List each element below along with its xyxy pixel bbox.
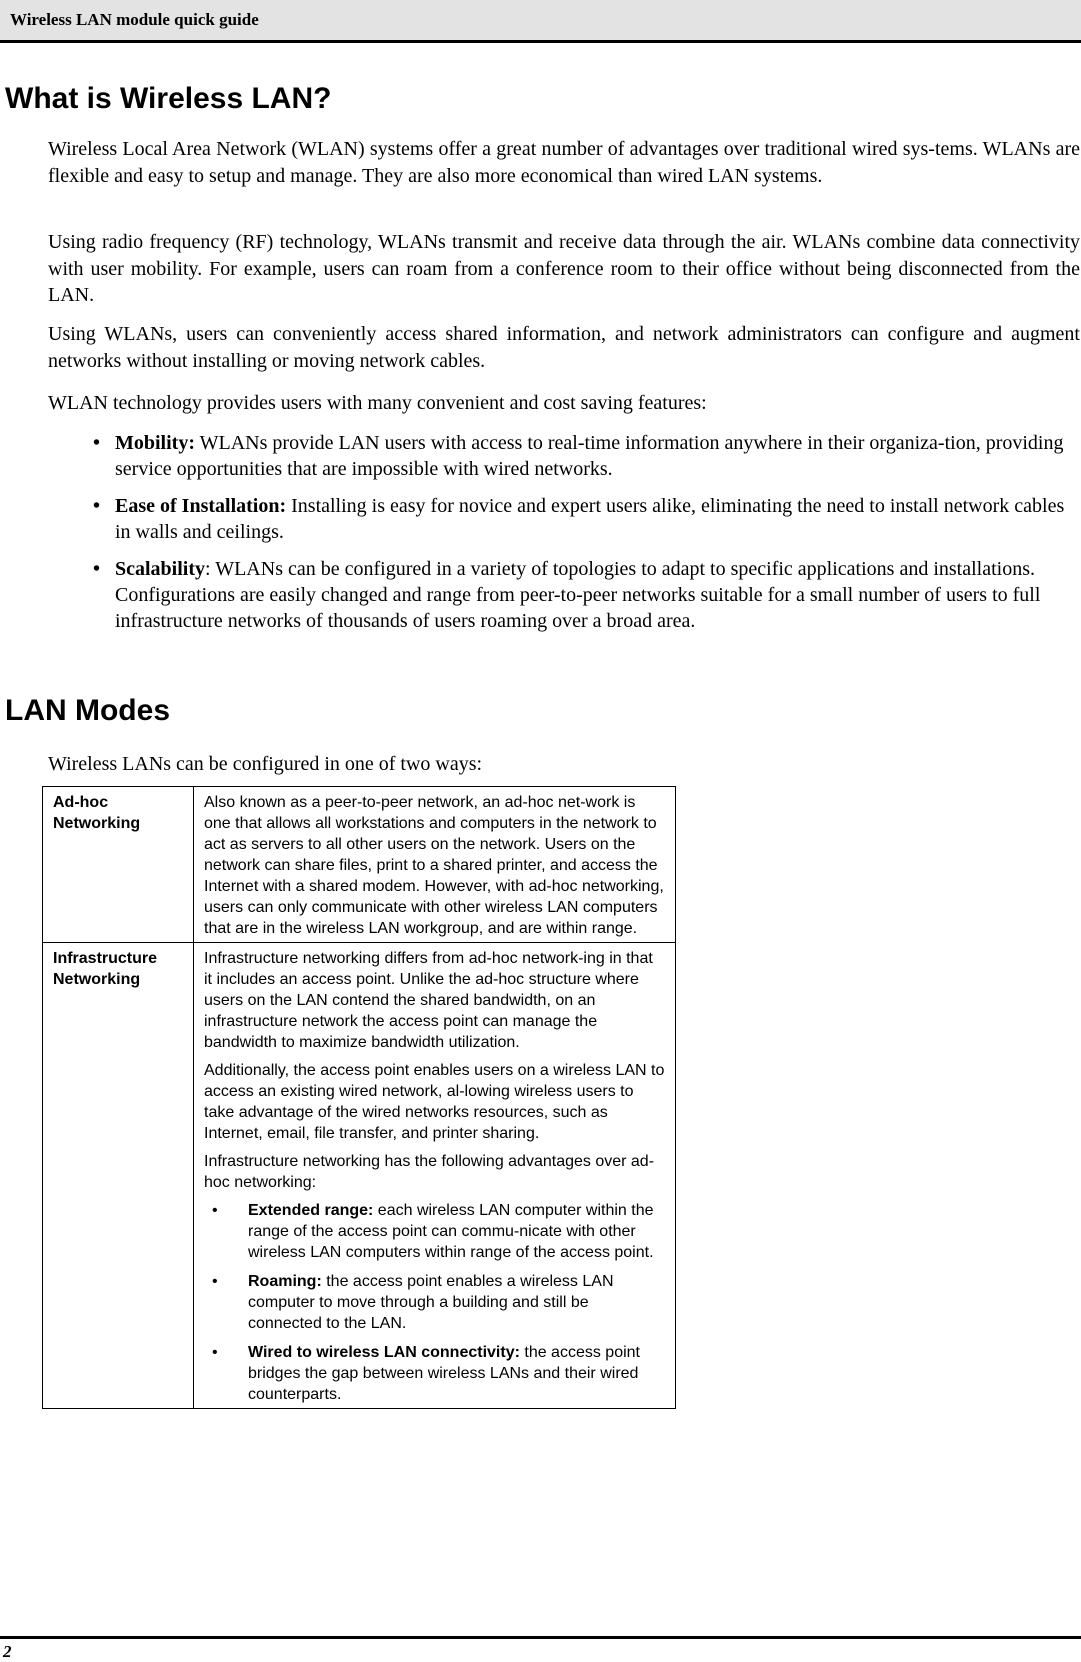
- section-heading-what-is-wlan: What is Wireless LAN?: [5, 82, 332, 115]
- advantage-text: the access point bridges the gap between wireless LANs and their wired counterparts.: [248, 1344, 640, 1403]
- advantage-term: Extended range:: [248, 1202, 374, 1219]
- advantage-term: Wired to wireless LAN connectivity:: [248, 1344, 520, 1361]
- infrastructure-paragraph: Infrastructure networking has the following advantages over ad-hoc networking:: [204, 1153, 655, 1191]
- feature-term: Ease of Installation:: [115, 495, 287, 517]
- list-item: [204, 1342, 665, 1405]
- header-title: Wireless LAN module quick guide: [10, 10, 259, 29]
- description-adhoc: Also known as a peer-to-peer network, an ad-hoc net-work is one that allows all workstations and computers in the network to act as servers to all other users on the network. Users on the network can share files, print to a shared printer, and access the Internet with a shared modem. However, with ad-hoc networking, users can only communicate with other wireless LAN computers that are in the wireless LAN workgroup, and are within range.: [194, 787, 676, 943]
- bullet-icon: •: [93, 495, 101, 517]
- bullet-icon: •: [212, 1202, 218, 1219]
- footer-divider: [0, 1636, 1081, 1639]
- paragraph-rf: Using radio frequency (RF) technology, WLANs transmit and receive data through the air. WLANs combine data connectivity with user mobility. For example, users can roam from a conference room to their office without being disconnected from the LAN.: [48, 231, 1080, 306]
- table-row: [43, 943, 676, 1409]
- lan-modes-table: [42, 786, 676, 1409]
- list-item: [48, 493, 1068, 545]
- bullet-icon: •: [212, 1344, 218, 1361]
- advantages-list: [204, 1200, 665, 1405]
- paragraph-features-lead: WLAN technology provides users with many convenient and cost saving features:: [48, 392, 707, 414]
- paragraph-shared-access: Using WLANs, users can conveniently access shared information, and network administrators can configure and augment networks without installing or moving network cables.: [48, 323, 1080, 372]
- infrastructure-paragraph: Additionally, the access point enables users on a wireless LAN to access an existing wired network, al-lowing wireless users to take advantage of the wired networks resources, such as Internet, email, file transfer, and printer sharing.: [204, 1062, 665, 1142]
- bullet-icon: •: [93, 558, 101, 580]
- description-infrastructure: [194, 943, 676, 1409]
- features-list: [48, 430, 1068, 645]
- feature-text: Installing is easy for novice and expert users alike, eliminating the need to install network cables in walls and ceilings.: [115, 495, 1065, 543]
- paragraph-intro: Wireless Local Area Network (WLAN) systems offer a great number of advantages over traditional wired sys-tems. WLANs are flexible and easy to setup and manage. They are also more economical than wired LAN systems.: [48, 138, 1080, 187]
- feature-term: Scalability: [115, 558, 206, 580]
- advantage-text: the access point enables a wireless LAN computer to move through a building and still be connected to the LAN.: [248, 1273, 614, 1332]
- table-row: [43, 787, 676, 943]
- list-item: [204, 1200, 665, 1263]
- page-header: [0, 0, 1081, 43]
- feature-text: WLANs provide LAN users with access to real-time information anywhere in their organiza-tion, providing service opportunities that are impossible with wired networks.: [115, 432, 1064, 480]
- advantage-text: each wireless LAN computer within the range of the access point can commu-nicate with other wireless LAN computers within range of the access point.: [248, 1202, 654, 1261]
- page-number: 2: [3, 1642, 12, 1661]
- feature-term: Mobility:: [115, 432, 195, 454]
- advantage-term: Roaming:: [248, 1273, 322, 1290]
- term-infrastructure: Infrastructure Networking: [43, 943, 194, 1409]
- bullet-icon: •: [212, 1273, 218, 1290]
- term-adhoc: Ad-hoc Networking: [43, 787, 194, 943]
- list-item: [48, 556, 1068, 634]
- bullet-icon: •: [93, 432, 101, 454]
- infrastructure-paragraph: Infrastructure networking differs from ad-hoc network-ing in that it includes an access point. Unlike the ad-hoc structure where users on the LAN contend the shared bandwidth, on an infrastructure network the access point can manage the bandwidth to maximize bandwidth utilization.: [204, 950, 653, 1051]
- paragraph-modes-intro: Wireless LANs can be configured in one of two ways:: [48, 753, 483, 775]
- feature-text: : WLANs can be configured in a variety of topologies to adapt to specific applications and installations. Configurations are easily changed and range from peer-to-peer networks suitable for a small number of users to full infrastructure networks of thousands of users roaming over a broad area.: [115, 558, 1041, 632]
- list-item: [48, 430, 1068, 482]
- section-heading-lan-modes: LAN Modes: [5, 694, 170, 727]
- list-item: [204, 1271, 665, 1334]
